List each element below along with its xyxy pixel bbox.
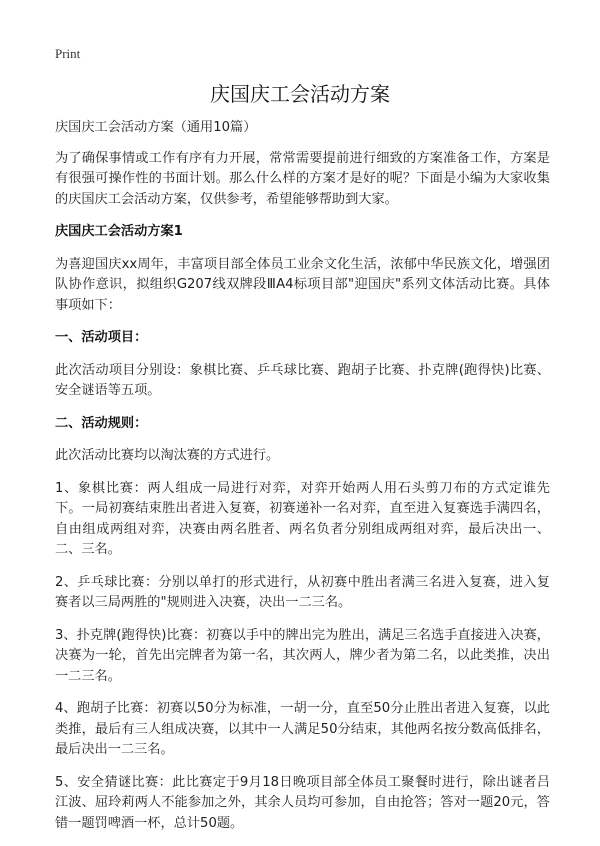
part-heading-activities: 一、活动项目： bbox=[55, 330, 148, 345]
rule-poker: 3、扑克牌(跑得快)比赛：初赛以手中的牌出完为胜出，满足三名选手直接进入决赛，决赛为一轮，首先出完牌者为第一名，其次两人，牌少者为第二名，以此类推，决出一二三名。 bbox=[55, 627, 550, 684]
rule-riddles: 5、安全猜谜比赛：此比赛定于9月18日晚项目部全体员工聚餐时进行，除出谜者吕江波、屈玲莉两人不能参加之外，其余人员均可参加，自由抢答；答对一题20元，答错一题罚啤酒一杯，总计50题。 bbox=[55, 774, 550, 831]
print-link[interactable]: Print bbox=[55, 46, 81, 61]
document-subtitle: 庆国庆工会活动方案（通用10篇） bbox=[55, 120, 257, 135]
rule-paohuzi: 4、跑胡子比赛：初赛以50分为标准，一胡一分，直至50分止胜出者进入复赛，以此类推，最后有三人组成决赛，以其中一人满足50分结束，其他两名按分数高低排名，最后决出一二三名。 bbox=[55, 701, 550, 757]
document-body bbox=[55, 118, 550, 846]
section-heading: 庆国庆工会活动方案1 bbox=[55, 224, 183, 239]
rule-table-tennis: 2、乒乓球比赛：分别以单打的形式进行，从初赛中胜出者满三名进入复赛，进入复赛者以三局两胜的"规则进入决赛，决出一二三名。 bbox=[55, 574, 550, 610]
part-heading-rules: 二、活动规则： bbox=[55, 415, 148, 431]
intro-paragraph: 为了确保事情或工作有序有力开展，常常需要提前进行细致的方案准备工作，方案是有很强可操作性的书面计划。那么什么样的方案才是好的呢？下面是小编为大家收集的庆国庆工会活动方案，仅供参考，希望能够帮助到大家。 bbox=[55, 150, 550, 207]
activities-paragraph: 此次活动项目分别设：象棋比赛、乒乓球比赛、跑胡子比赛、扑克牌(跑得快)比赛、安全谜语等五项。 bbox=[55, 362, 550, 398]
rule-chess: 1、象棋比赛：两人组成一局进行对弈，对弈开始两人用石头剪刀布的方式定谁先下。一局初赛结束胜出者进入复赛，初赛递补一名对弈，直至进入复赛选手满四名，自由组成两组对弈，决赛由两名胜者、两名负者分别组成两组对弈，最后决出一、二、三名。 bbox=[55, 480, 550, 557]
rules-intro-paragraph: 此次活动比赛均以淘汰赛的方式进行。 bbox=[55, 448, 280, 463]
section-intro-paragraph: 为喜迎国庆xx周年，丰富项目部全体员工业余文化生活，浓郁中华民族文化，增强团队协作意识，拟组织G207线双牌段ⅢA4标项目部"迎国庆"系列文体活动比赛。具体事项如下： bbox=[55, 256, 550, 313]
page-title: 庆国庆工会活动方案 bbox=[210, 82, 390, 106]
